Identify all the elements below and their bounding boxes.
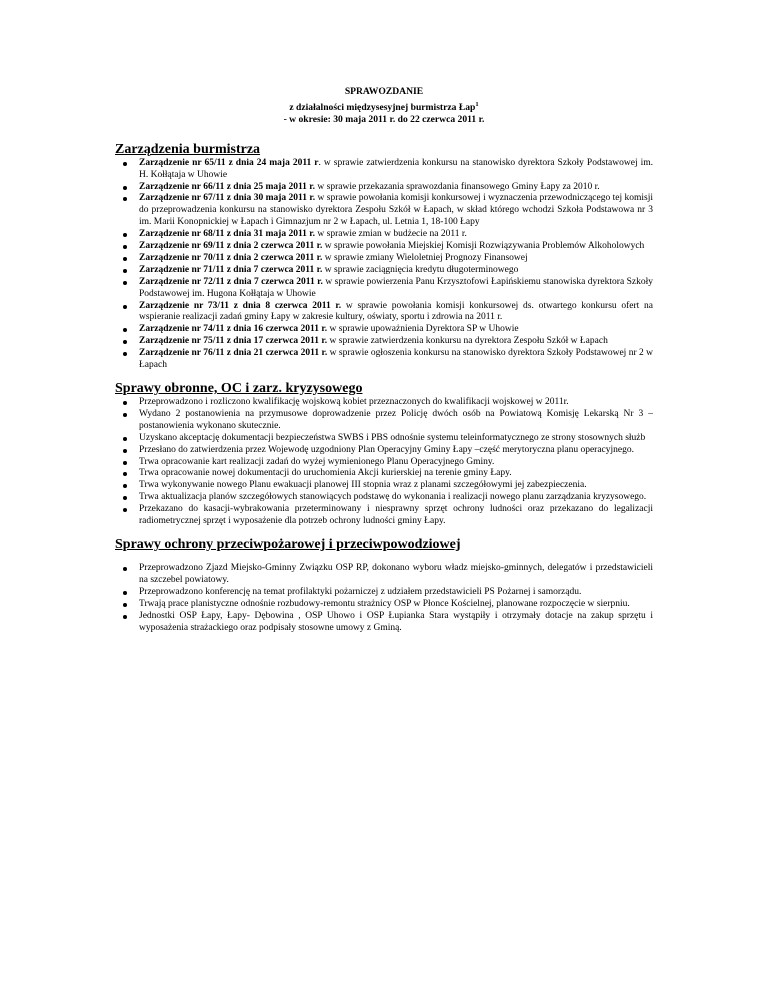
item-text: w sprawie upoważnienia Dyrektora SP w Uhowie	[327, 324, 519, 335]
order-number: Zarządzenie nr 67/11 z dnia 30 maja 2011 r.	[139, 193, 316, 204]
item-text: w sprawie zaciągnięcia kredytu długoterminowego	[322, 264, 519, 275]
order-number: Zarządzenie nr 72/11 z dnia 7 czerwca 2011 r.	[139, 276, 323, 287]
list-item	[139, 599, 653, 611]
order-number: Zarządzenie nr 71/11 z dnia 7 czerwca 2011 r.	[139, 264, 323, 275]
item-text: w sprawie ogłoszenia konkursu na stanowisko dyrektora Szkoły Podstawowej nr 2 w Łapach	[139, 348, 653, 371]
list-item	[139, 193, 653, 229]
list-item	[139, 563, 653, 587]
section-heading: Sprawy obronne, OC i zarz. kryzysowego	[115, 381, 363, 396]
item-text: Uzyskano akceptację dokumentacji bezpieczeństwa SWBS i PBS odnośnie systemu teleinformatycznego ze strony stosownych służb	[139, 432, 646, 443]
list-item	[139, 158, 653, 182]
list-item	[139, 587, 653, 599]
item-text: w sprawie powołania komisji konkursowej ds. otwartego konkursu ofert na wspieranie realizacji zadań gminy Łapy w zakresie kultury, oświaty, sportu i zdrowia na 2011 r.	[139, 300, 653, 323]
list-item	[139, 445, 653, 457]
bullet-list	[115, 397, 653, 528]
list-item	[139, 480, 653, 492]
list-item	[139, 397, 653, 409]
order-number: Zarządzenie nr 66/11 z dnia 25 maja 2011 r.	[139, 181, 316, 192]
list-item	[139, 336, 653, 348]
item-text: Przeprowadzono konferencję na temat profilaktyki pożarniczej z udziałem przedstawicieli PS Pożarnej i samorządu.	[139, 586, 582, 597]
list-item	[139, 277, 653, 301]
list-item	[139, 182, 653, 194]
item-text: Trwa opracowanie nowej dokumentacji do uruchomienia Akcji kurierskiej na terenie gminy Łapy.	[139, 468, 512, 479]
item-text: Przesłano do zatwierdzenia przez Wojewodę uzgodniony Plan Operacyjny Gminy Łapy –część merytoryczna planu operacyjnego.	[139, 444, 634, 455]
section-sprawy-obronne	[115, 380, 653, 528]
list-item	[139, 241, 653, 253]
bullet-list	[115, 563, 653, 634]
item-text: Trwa opracowanie kart realizacji zadań do wyżej wymienionego Planu Operacyjnego Gminy.	[139, 456, 495, 467]
report-period: - w okresie: 30 maja 2011 r. do 22 czerwca 2011 r.	[283, 114, 485, 126]
item-text: . w sprawie zatwierdzenia konkursu na stanowisko dyrektora Szkoły Podstawowej im. H. Kołłątaja w Uhowie	[139, 157, 653, 180]
section-heading: Zarządzenia burmistrza	[115, 141, 261, 157]
item-text: Trwa wykonywanie nowego Planu ewakuacji planowej III stopnia wraz z planami szczegółowymi jej zabezpieczenia.	[139, 480, 587, 491]
item-text: w sprawie zmiany Wieloletniej Prognozy Finansowej	[322, 252, 528, 263]
list-item	[139, 433, 653, 445]
list-item	[139, 611, 653, 635]
order-number: Zarządzenie nr 75/11 z dnia 17 czerwca 2011 r.	[139, 336, 328, 347]
list-item	[139, 348, 653, 372]
item-text: w sprawie przekazania sprawozdania finansowego Gminy Łapy za 2010 r.	[315, 181, 600, 192]
list-item	[139, 324, 653, 336]
list-item	[139, 468, 653, 480]
item-text: w sprawie powierzenia Panu Krzysztofowi Łapińskiemu stanowiska dyrektora Szkoły Podstawowej im. Hugona Kołłątaja w Uhowie	[139, 276, 653, 299]
item-text: w sprawie zatwierdzenia konkursu na dyrektora Zespołu Szkół w Łapach	[327, 336, 608, 347]
item-text: Trwa aktualizacja planów szczegółowych stanowiących podstawę do wykonania i realizacji nowego planu zarządzania kryzysowego.	[139, 492, 647, 503]
list-item	[139, 504, 653, 528]
order-number: Zarządzenie nr 73/11 z dnia 8 czerwca 2011 r.	[139, 300, 342, 311]
order-number: Zarządzenie nr 74/11 z dnia 16 czerwca 2011 r.	[139, 324, 328, 335]
item-text: w sprawie powołania komisji konkursowej i wyznaczenia przewodniczącego tej komisji do przeprowadzenia konkursu na stanowisko dyrektora Zespołu Szkół w Łapach, w skład którego wchodzi Szkoła Podstawowa nr 3 im. Marii Konopnickiej w Łapach i Gimnazjum nr 2 w Łapach, ul. Letnia 1, 18-100 Łapy	[139, 193, 653, 228]
footnote-marker: 1	[475, 100, 479, 108]
item-text: w sprawie powołania Miejskiej Komisji Rozwiązywania Problemów Alkoholowych	[322, 241, 645, 252]
list-item	[139, 301, 653, 325]
list-item	[139, 457, 653, 469]
section-heading: Sprawy ochrony przeciwpożarowej i przeciwpowodziowej	[115, 536, 461, 552]
report-subtitle: z działalności międzysesyjnej burmistrza Łap$^1$	[289, 100, 479, 113]
item-text: Wydano 2 postanowienia na przymusowe doprowadzenie przez Policję dwóch osób na Powiatową Komisję Lekarską Nr 3 – postanowienia wykonano skutecznie.	[139, 408, 653, 431]
report-header	[115, 0, 653, 127]
section-zarzadzenia	[115, 141, 653, 372]
list-item	[139, 253, 653, 265]
report-title: SPRAWOZDANIE	[344, 86, 424, 97]
order-number: Zarządzenie nr 69/11 z dnia 2 czerwca 2011 r.	[139, 241, 323, 252]
order-number: Zarządzenie nr 68/11 z dnia 31 maja 2011 r.	[139, 229, 316, 240]
item-text: Trwają prace planistyczne odnośnie rozbudowy-remontu strażnicy OSP w Płonce Kościelnej, planowane rozpoczęcie w sierpniu.	[139, 598, 630, 609]
order-number: Zarządzenie nr 65/11 z dnia 24 maja 2011 r	[139, 157, 319, 168]
item-text: Jednostki OSP Łapy, Łapy- Dębowina , OSP Uhowo i OSP Łupianka Stara wystąpiły i otrzymały dotacje na zakup sprzętu i wyposażenia strażackiego oraz podpisały stosowne umowy z Gminą.	[139, 610, 653, 633]
section-ochrona-ppoz	[115, 536, 653, 634]
list-item	[139, 492, 653, 504]
item-text: Przeprowadzono Zjazd Miejsko-Gminny Związku OSP RP, dokonano wyboru władz miejsko-gminnych, delegatów i przedstawicieli na szczebel powiatowy.	[139, 562, 653, 585]
order-number: Zarządzenie nr 76/11 z dnia 21 czerwca 2011 r.	[139, 348, 328, 359]
item-text: Przekazano do kasacji-wybrakowania przeterminowany i niesprawny sprzęt ochrony ludności oraz przekazano do legalizacji radiometrycznej sprzęt i wyposażenie dla potrzeb ochrony ludności gminy Łapy.	[139, 504, 653, 527]
list-item	[139, 265, 653, 277]
list-item	[139, 229, 653, 241]
item-text: Przeprowadzono i rozliczono kwalifikację wojskową kobiet przeznaczonych do kwalifikacji wojskowej w 2011r.	[139, 397, 569, 407]
item-text: w sprawie zmian w budżecie na 2011 r.	[315, 229, 467, 240]
list-item	[139, 409, 653, 433]
order-number: Zarządzenie nr 70/11 z dnia 2 czerwca 2011 r.	[139, 252, 323, 263]
bullet-list	[115, 158, 653, 372]
